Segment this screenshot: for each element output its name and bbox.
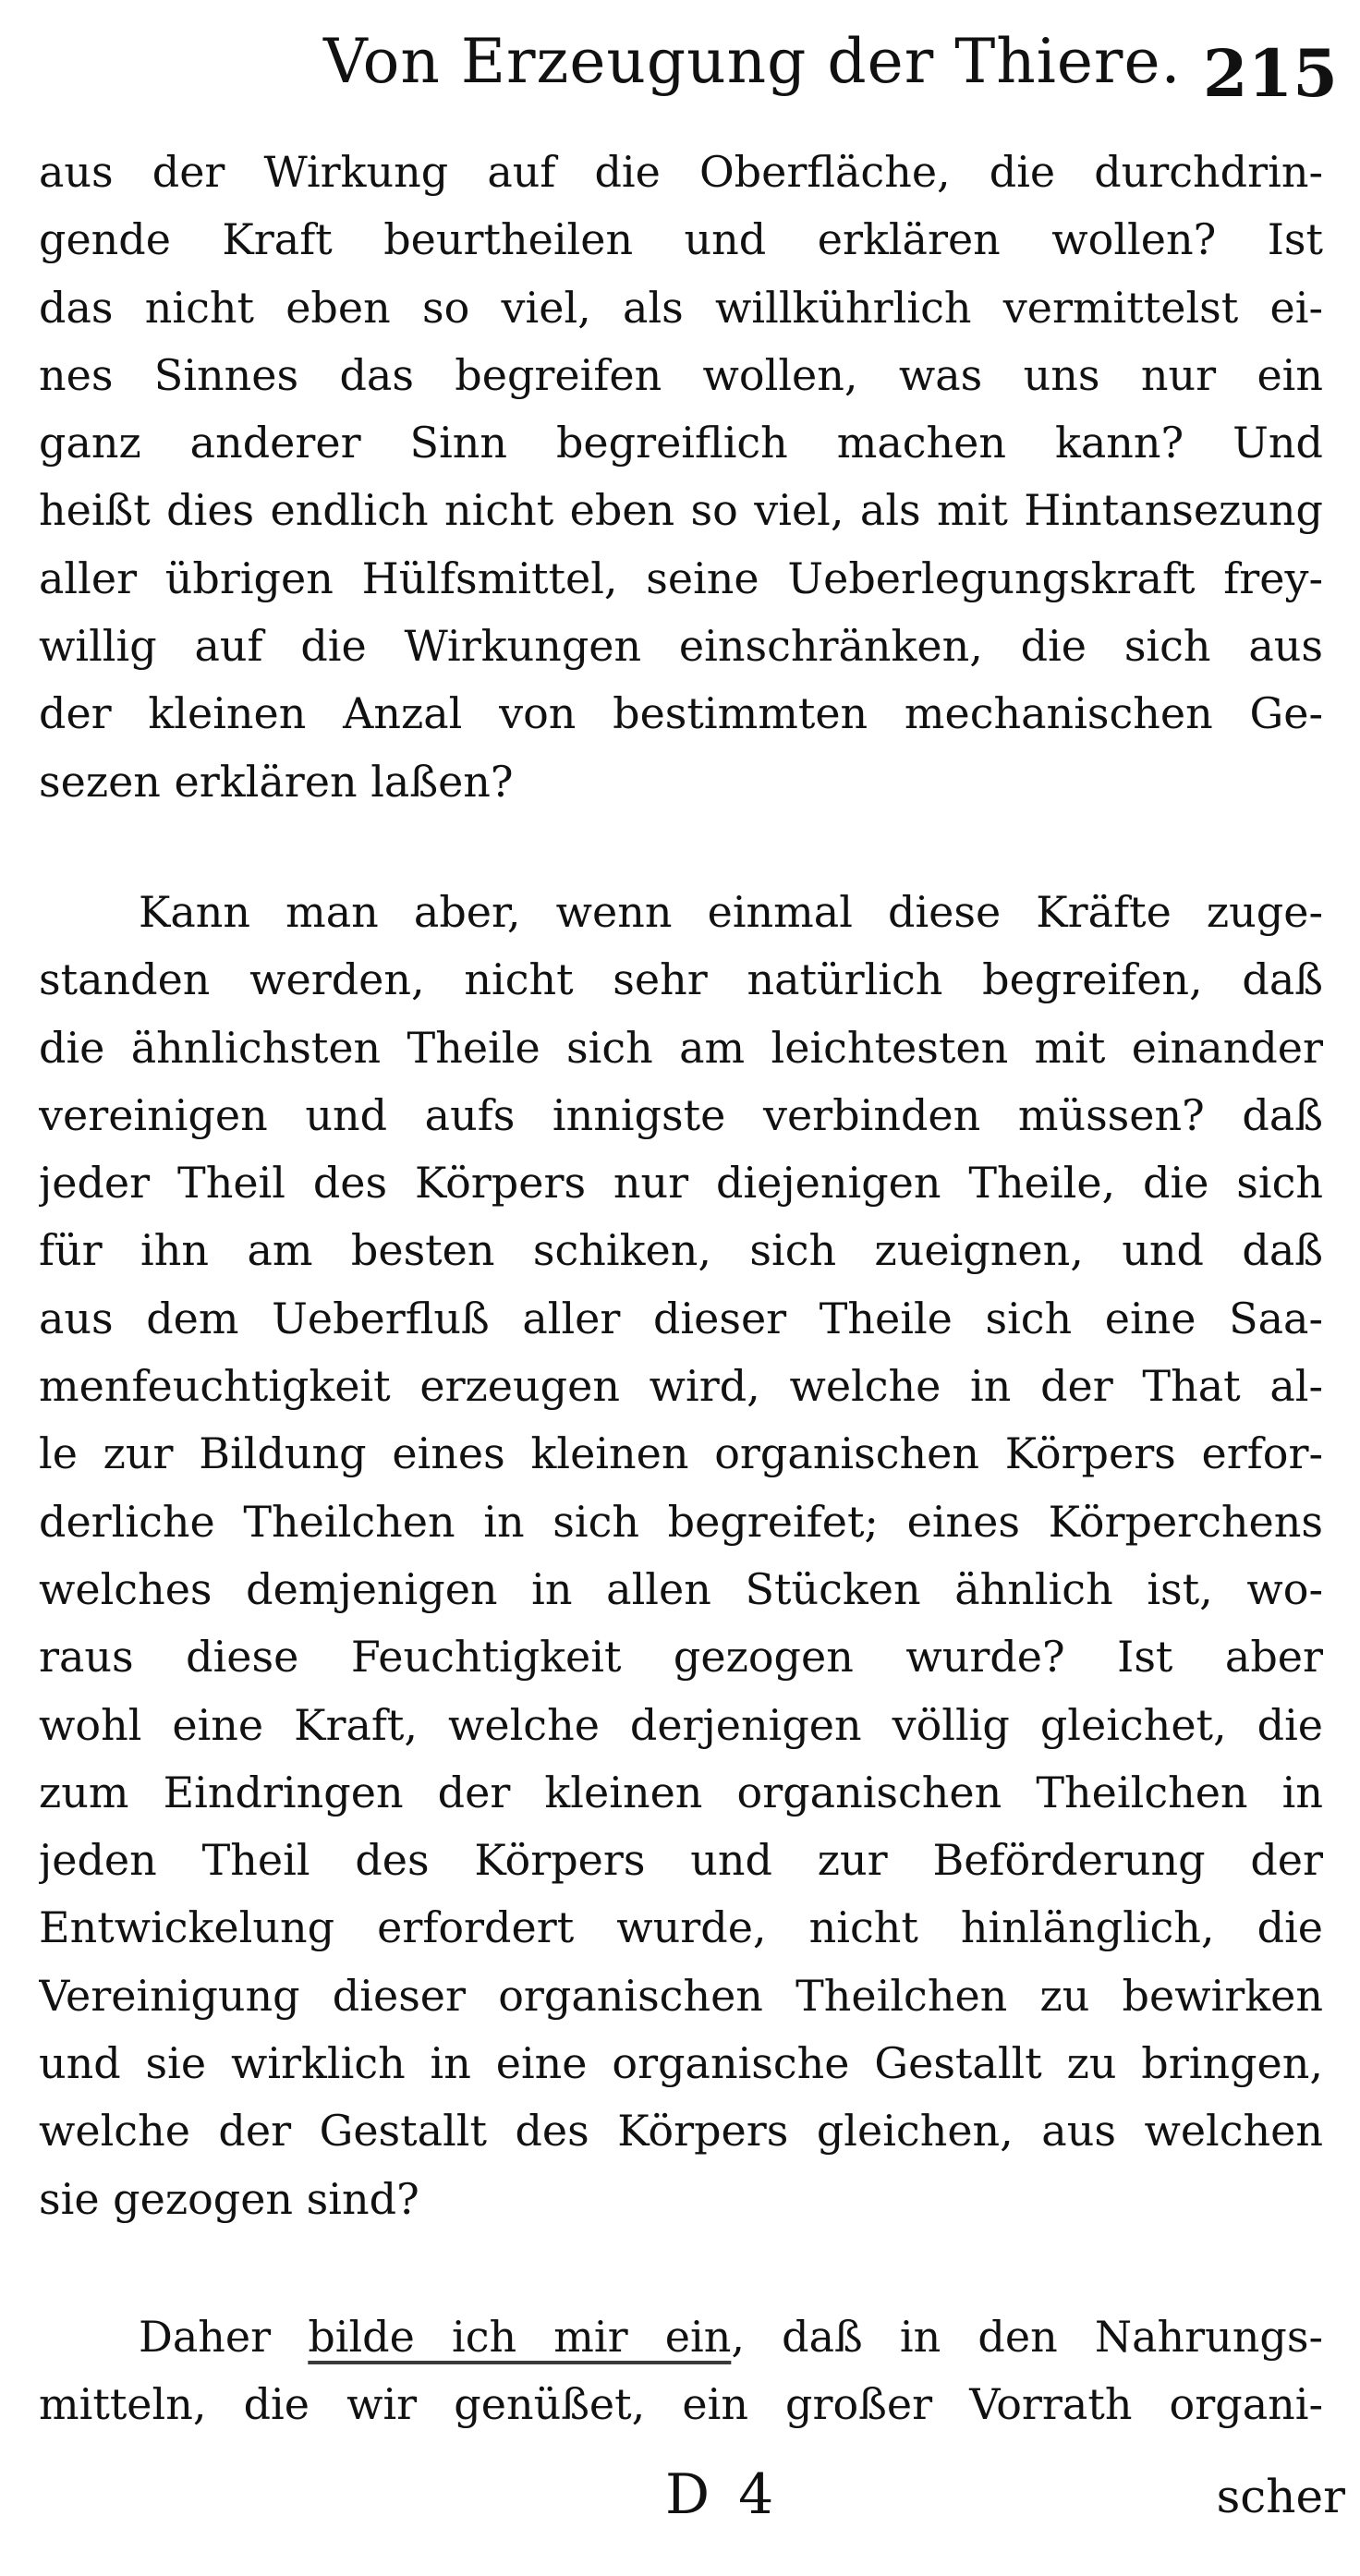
text-line: die ähnlichsten Theile sich am leichtesten mit einander bbox=[39, 1022, 1323, 1073]
text-line: aller übrigen Hülfsmittel, seine Ueberlegungskraft frey- bbox=[39, 553, 1323, 603]
text-run: Daher bbox=[139, 2311, 309, 2362]
paragraph-3 bbox=[39, 2303, 1323, 2439]
text-line: Vereinigung dieser organischen Theilchen zu bewirken bbox=[39, 1970, 1323, 2021]
text-line: gende Kraft beurtheilen und erklären wollen? Ist bbox=[39, 214, 1323, 265]
body-text bbox=[39, 139, 1323, 2439]
text-line: ganz anderer Sinn begreiflich machen kann? Und bbox=[39, 418, 1323, 468]
text-line: standen werden, nicht sehr natürlich begreifen, daß bbox=[39, 954, 1323, 1005]
paragraph-1 bbox=[39, 139, 1323, 816]
text-line: vereinigen und aufs innigste verbinden müssen? daß bbox=[39, 1089, 1323, 1140]
text-line: wohl eine Kraft, welche derjenigen völlig gleichet, die bbox=[39, 1699, 1323, 1750]
text-line: aus der Wirkung auf die Oberfläche, die durchdrin- bbox=[39, 147, 1323, 197]
signature-mark: D 4 bbox=[665, 2462, 780, 2527]
text-line: raus diese Feuchtigkeit gezogen wurde? Ist aber bbox=[39, 1632, 1323, 1683]
text-run: , daß in den Nahrungs- bbox=[731, 2311, 1323, 2362]
text-line: für ihn am besten schiken, sich zueignen, und daß bbox=[39, 1225, 1323, 1276]
running-title: Von Erzeugung der Thiere. bbox=[323, 26, 1182, 97]
text-line: das nicht eben so viel, als willkührlich vermittelst ei- bbox=[39, 282, 1323, 333]
text-line: mitteln, die wir genüßet, ein großer Vorrath organi- bbox=[39, 2379, 1323, 2430]
text-line: heißt dies endlich nicht eben so viel, als mit Hintansezung bbox=[39, 485, 1323, 536]
paragraph-2 bbox=[39, 879, 1323, 2233]
page-header bbox=[0, 26, 1360, 137]
page-number: 215 bbox=[1202, 35, 1338, 112]
text-line: jeder Theil des Körpers nur diejenigen Theile, die sich bbox=[39, 1158, 1323, 1209]
text-line: Entwickelung erfordert wurde, nicht hinlänglich, die bbox=[39, 1902, 1323, 1953]
page-footer bbox=[0, 2462, 1360, 2555]
text-line: nes Sinnes das begreifen wollen, was uns nur ein bbox=[39, 349, 1323, 400]
text-line: le zur Bildung eines kleinen organischen Körpers erfor- bbox=[39, 1428, 1323, 1479]
catchword: scher bbox=[1216, 2470, 1345, 2523]
text-line bbox=[39, 2303, 1323, 2371]
text-line: sezen erklären laßen? bbox=[39, 756, 514, 807]
text-line: Kann man aber, wenn einmal diese Kräfte zuge- bbox=[139, 886, 1323, 937]
text-line: sie gezogen sind? bbox=[39, 2173, 419, 2224]
text-line: willig auf die Wirkungen einschränken, die sich aus bbox=[39, 621, 1323, 672]
text-line: jeden Theil des Körpers und zur Beförderung der bbox=[39, 1835, 1323, 1886]
text-line: derliche Theilchen in sich begreifet; eines Körperchens bbox=[39, 1496, 1323, 1547]
text-line: der kleinen Anzal von bestimmten mechanischen Ge- bbox=[39, 688, 1323, 739]
underlined-phrase: bilde ich mir ein bbox=[308, 2311, 732, 2362]
text-line: menfeuchtigkeit erzeugen wird, welche in der That al- bbox=[39, 1361, 1323, 1412]
text-line: welche der Gestallt des Körpers gleichen, aus welchen bbox=[39, 2106, 1323, 2157]
text-line: welches demjenigen in allen Stücken ähnlich ist, wo- bbox=[39, 1563, 1323, 1614]
text-line: aus dem Ueberfluß aller dieser Theile sich eine Saa- bbox=[39, 1293, 1323, 1343]
text-line: zum Eindringen der kleinen organischen Theilchen in bbox=[39, 1767, 1323, 1817]
text-line: und sie wirklich in eine organische Gestallt zu bringen, bbox=[39, 2038, 1323, 2089]
